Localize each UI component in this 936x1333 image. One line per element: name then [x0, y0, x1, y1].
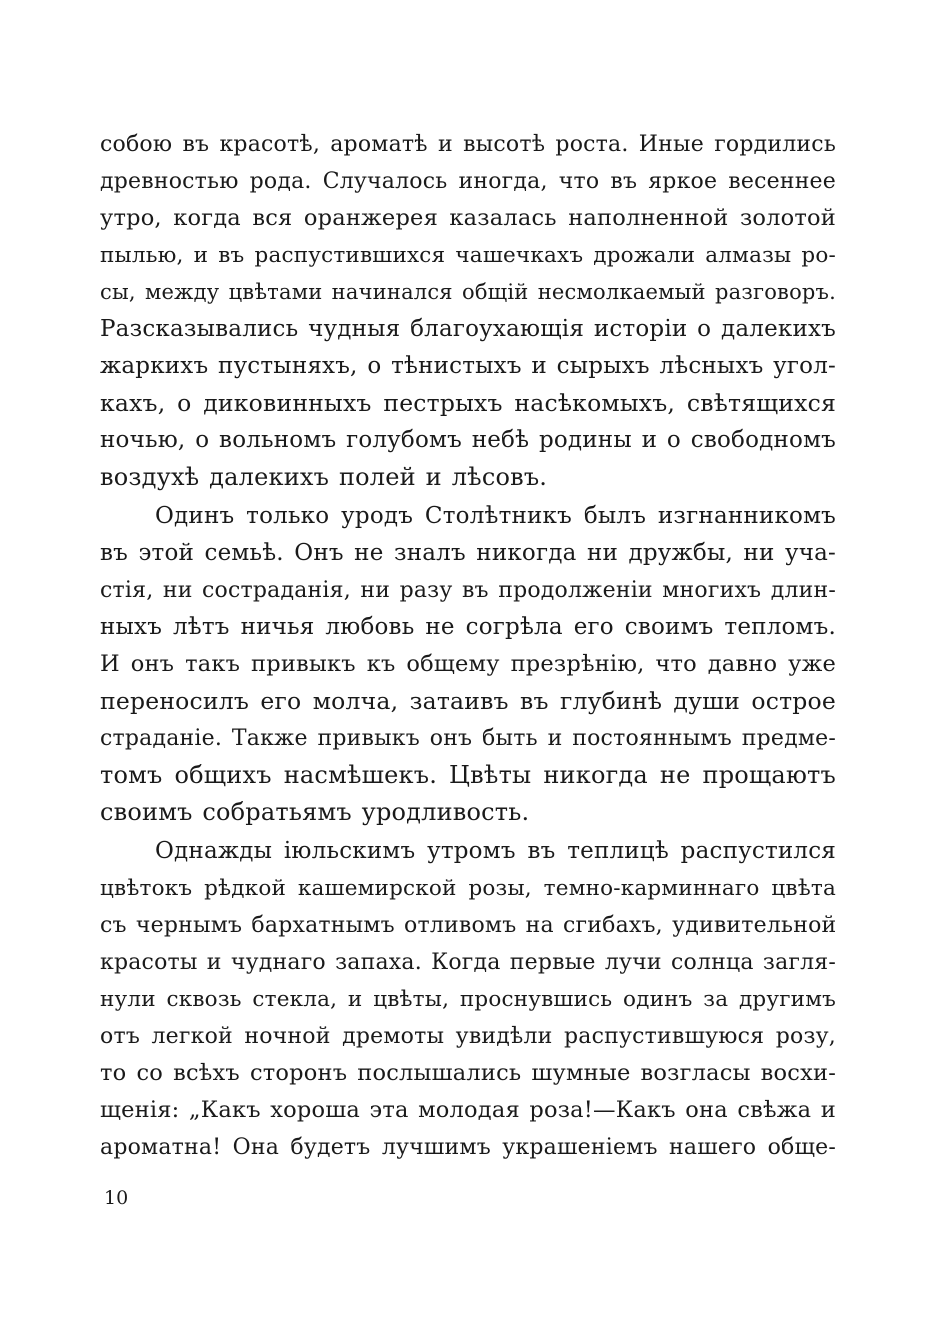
- text-line: съ чернымъ бархатнымъ отливомъ на сгибахъ, удивительной: [100, 913, 836, 938]
- text-line: своимъ собратьямъ уродливость.: [100, 798, 530, 826]
- text-line: ночью, о вольномъ голубомъ небѣ родины и о свободномъ: [100, 427, 836, 453]
- text-line: воздухѣ далекихъ полей и лѣсовъ.: [100, 463, 548, 491]
- text-line: Разсказывались чудныя благоухающія исторіи о далекихъ: [100, 316, 836, 342]
- text-line: переносилъ его молча, затаивъ въ глубинѣ души острое: [100, 687, 836, 715]
- paragraph: [100, 498, 836, 831]
- text-line: ныхъ лѣтъ ничья любовь не согрѣла его своимъ тепломъ.: [100, 614, 836, 640]
- text-line: ароматна! Она будетъ лучшимъ украшеніемъ нашего обще-: [100, 1135, 836, 1160]
- body-text: [100, 126, 836, 1166]
- paragraph: [100, 833, 836, 1166]
- text-line: въ этой семьѣ. Онъ не зналъ никогда ни дружбы, ни уча-: [100, 540, 836, 566]
- text-line: щенія: „Какъ хороша эта молодая роза!—Какъ она свѣжа и: [100, 1097, 836, 1123]
- text-line: собою въ красотѣ, ароматѣ и высотѣ роста. Иные гордились: [100, 132, 836, 157]
- text-line: то со всѣхъ сторонъ послышались шумные возгласы восхи-: [100, 1060, 836, 1086]
- text-line: красоты и чуднаго запаха. Когда первые лучи солнца загля-: [100, 950, 836, 975]
- text-line: древностью рода. Случалось иногда, что въ яркое весеннее: [100, 169, 836, 194]
- text-line: И онъ такъ привыкъ къ общему презрѣнію, что давно уже: [100, 651, 836, 677]
- page-number: 10: [104, 1187, 129, 1209]
- text-line: утро, когда вся оранжерея казалась наполненной золотой: [100, 205, 836, 231]
- text-line: отъ легкой ночной дремоты увидѣли распустившуюся розу,: [100, 1024, 836, 1049]
- text-line: нули сквозь стекла, и цвѣты, проснувшись одинъ за другимъ: [100, 987, 836, 1012]
- text-line: страданіе. Также привыкъ онъ быть и постояннымъ предме-: [100, 726, 836, 751]
- text-line: цвѣтокъ рѣдкой кашемирской розы, темно-карминнаго цвѣта: [100, 876, 836, 901]
- text-line: жаркихъ пустыняхъ, о тѣнистыхъ и сырыхъ лѣсныхъ угол-: [100, 353, 836, 379]
- text-line: томъ общихъ насмѣшекъ. Цвѣты никогда не прощаютъ: [100, 761, 836, 789]
- text-line: Одинъ только уродъ Столѣтникъ былъ изгнанникомъ: [155, 503, 836, 529]
- paragraph: [100, 126, 836, 496]
- text-line: пылью, и въ распустившихся чашечкахъ дрожали алмазы ро-: [100, 243, 836, 268]
- text-line: кахъ, о диковинныхъ пестрыхъ насѣкомыхъ, свѣтящихся: [100, 389, 836, 417]
- text-line: сы, между цвѣтами начинался общій несмолкаемый разговоръ.: [100, 280, 836, 304]
- text-line: Однажды іюльскимъ утромъ въ теплицѣ распустился: [155, 838, 836, 864]
- text-line: стія, ни состраданія, ни разу въ продолженіи многихъ длин-: [100, 578, 836, 603]
